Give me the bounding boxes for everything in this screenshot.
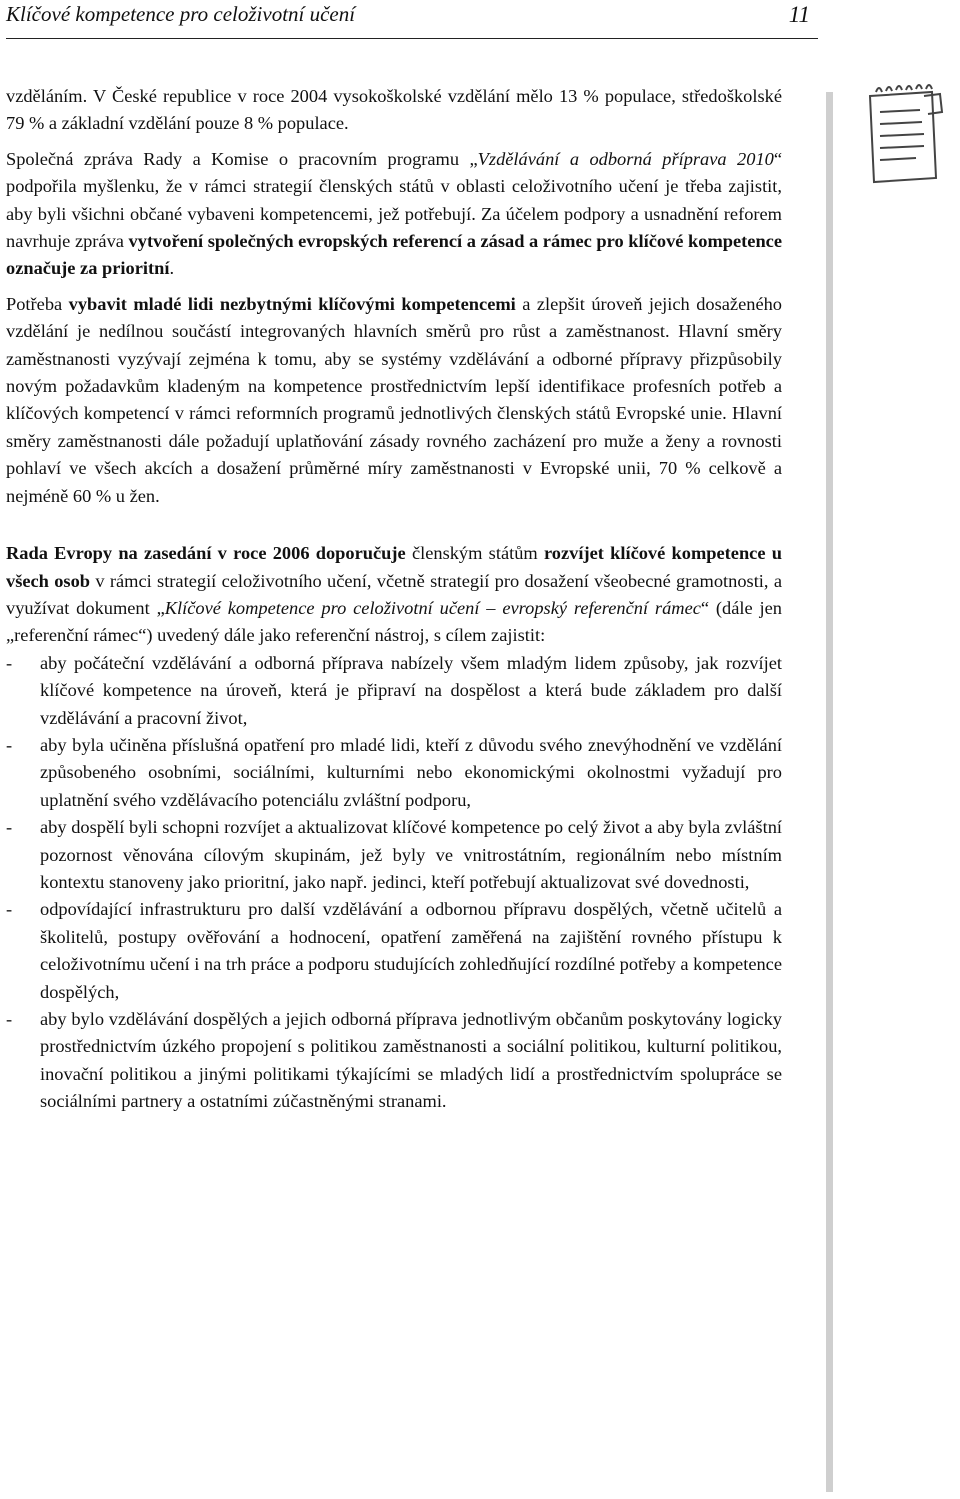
list-item-text: odpovídající infrastrukturu pro další vzdělávání a odbornou přípravu dospělých, včetně učitelů a školitelů, postupy ověřování a hodnocení, opatření zaměřená na zajištění rovného přístupu k celoživotnímu učení i na trh práce a podporu studujících zohledňující rozdílné potřeby a kompetence dospělých, — [40, 899, 783, 1002]
list-item — [6, 814, 782, 896]
list-dash: - — [6, 817, 13, 838]
list-dash: - — [6, 734, 13, 755]
text-run: a zlepšit úroveň jejich dosaženého vzdělání je nedílnou součástí integrovaných hlavních směrů pro růst a zaměstnanost. Hlavní směry zaměstnanosti vyzývají zejména k tomu, aby se systémy vzdělávání a odborné přípravy přizpůsobily novým požadavkům kladeným na kompetence prostřednictvím lepší identifikace profesních potřeb a klíčových kompetencí v rámci reformních programů jednotlivých členských států Evropské unie. Hlavní směry zaměstnanosti dále požadují uplatňování zásady rovného zacházení pro muže a ženy a rovnosti pohlaví ve všech akcích a dosažení průměrné míry zaměstnanosti v Evropské unii, 70 % celkově a nejméně 60 % u žen. — [6, 293, 783, 506]
paragraph — [6, 83, 782, 138]
list-item-text: aby byla učiněna příslušná opatření pro mladé lidi, kteří z důvodu svého znevýhodnění ve vzdělání způsobeného osobními, sociálními, kulturními nebo ekonomickými okolnostmi vyžadují pro uplatnění svého vzdělávacího potenciálu zvláštní podporu, — [40, 734, 782, 810]
list-item — [6, 732, 782, 814]
notepad-icon — [862, 82, 944, 188]
text-run: “ (dále jen „referenční rámec“) uvedený dále jako referenční nástroj, s cílem zajistit: — [6, 597, 782, 646]
list-dash: - — [6, 1009, 13, 1029]
header-title: Klíčové kompetence pro celoživotní učení — [6, 2, 356, 26]
text-run: rozvíjet klíčové kompetence u všech osob — [6, 543, 782, 591]
list-item-text: aby počáteční vzdělávání a odborná příprava nabízely všem mladým lidem způsoby, jak rozvíjet klíčové kompetence na úroveň, která je připraví na dospělost a která bude základem pro další vzdělávání a pracovní život, — [40, 652, 782, 728]
text-run: Vzdělávání a odborná příprava 2010 — [477, 148, 774, 169]
list-item — [6, 650, 782, 732]
list-dash: - — [6, 652, 13, 673]
text-run: Rada Evropy na zasedání v roce 2006 doporučuje — [6, 543, 406, 564]
list-item-text: aby dospělí byli schopni rozvíjet a aktualizovat klíčové kompetence po celý život a aby byla zvláštní pozornost věnována cílovým skupinám, jež byly ve vnitrostátním, regionálním nebo místním kontextu stanoveny jako prioritní, jako např. jedinci, kteří potřebují aktualizovat své dovednosti, — [40, 817, 782, 892]
list-item — [6, 1006, 782, 1116]
text-run: “ podpořila myšlenku, že v rámci strategií členských států v oblasti celoživotního učení je třeba zajistit, aby byli všichni občané vybaveni kompetencemi, jež potřebují. Za účelem podpory a usnadnění reforem navrhuje zpráva — [6, 148, 783, 252]
text-run: Potřeba — [6, 293, 69, 314]
text-run: členským státům — [405, 543, 544, 564]
bullet-list — [6, 650, 782, 1116]
margin-rule — [826, 92, 833, 1492]
text-run: Klíčové kompetence pro celoživotní učení – evropský referenční rámec — [164, 597, 701, 618]
text-run: . — [169, 258, 175, 279]
page-header — [6, 0, 818, 39]
list-item — [6, 896, 782, 1006]
document-body — [6, 83, 782, 1116]
paragraph — [6, 146, 782, 283]
text-run: Společná zpráva Rady a Komise o pracovním programu „ — [6, 148, 478, 169]
text-run: vzděláním. V České republice v roce 2004 vysokoškolské vzdělání mělo 13 % populace, středoškolské 79 % a základní vzdělání pouze 8 % populace. — [6, 86, 782, 134]
paragraph — [6, 291, 782, 510]
text-run: vybavit mladé lidi nezbytnými klíčovými kompetencemi — [68, 293, 516, 314]
text-run: v rámci strategií celoživotního učení, včetně strategií pro dosažení všeobecné gramotnosti, a využívat dokument „ — [6, 570, 782, 618]
list-item-text: aby bylo vzdělávání dospělých a jejich odborná příprava jednotlivým občanům poskytovány logicky prostřednictvím úzkého propojení s politikou zaměstnanosti a sociální politikou, kulturní politikou, inovační politikou a jinými politikami týkajícími se mladých lidí a prostřednictvím spolupráce se sociálními partnery a ostatními zúčastněnými stranami. — [40, 1009, 782, 1112]
page-number: 11 — [788, 2, 810, 27]
list-dash: - — [6, 899, 13, 920]
text-run: vytvoření společných evropských referencí a zásad a rámec pro klíčové kompetence označuje za prioritní — [6, 231, 782, 279]
paragraph — [6, 540, 782, 650]
